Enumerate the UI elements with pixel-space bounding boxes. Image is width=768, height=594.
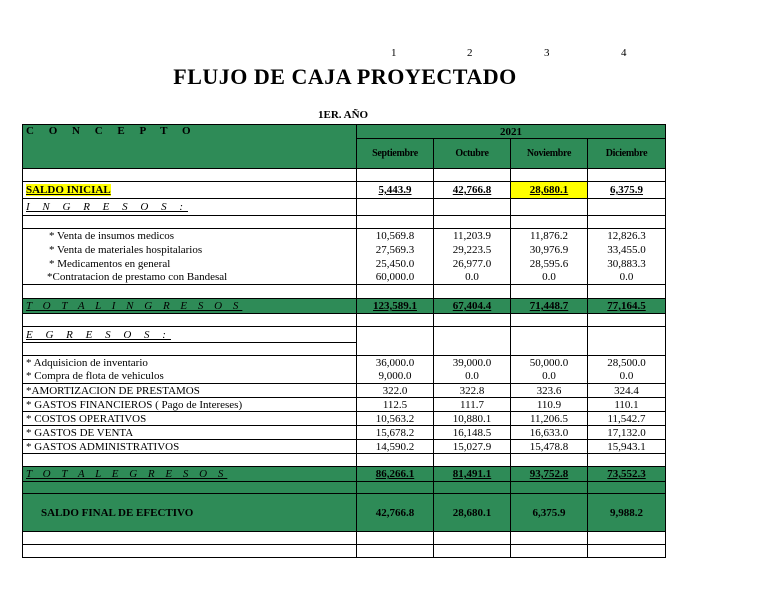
row-label: * Compra de flota de vehiculos bbox=[23, 370, 357, 384]
cell-value: 28,595.6 bbox=[511, 257, 588, 271]
total-ingresos-row bbox=[23, 299, 666, 314]
egresos-label: E G R E S O S : bbox=[23, 327, 357, 343]
year-header: 2021 bbox=[357, 125, 666, 139]
cell-value: 123,589.1 bbox=[357, 299, 434, 314]
table-row bbox=[23, 384, 666, 398]
cell-value: 11,876.2 bbox=[511, 229, 588, 243]
table-row bbox=[23, 356, 666, 370]
cell-value: 16,633.0 bbox=[511, 426, 588, 440]
cell-value: 16,148.5 bbox=[434, 426, 511, 440]
concept-header: C O N C E P T O bbox=[23, 125, 357, 169]
cell-value: 60,000.0 bbox=[357, 271, 434, 285]
cell-value: 14,590.2 bbox=[357, 440, 434, 454]
ingresos-label: I N G R E S O S : bbox=[23, 199, 357, 216]
table-row bbox=[23, 229, 666, 243]
cell-value: 81,491.1 bbox=[434, 467, 511, 482]
cell-value: 110.1 bbox=[588, 398, 666, 412]
blank-row bbox=[23, 454, 666, 467]
cell-value: 10,569.8 bbox=[357, 229, 434, 243]
egresos-heading-row bbox=[23, 327, 666, 343]
saldo-final-label: SALDO FINAL DE EFECTIVO bbox=[23, 494, 357, 532]
green-spacer-row bbox=[23, 482, 666, 494]
month-header: Diciembre bbox=[588, 139, 666, 169]
table-row bbox=[23, 243, 666, 257]
cell-value: 30,883.3 bbox=[588, 257, 666, 271]
table-row bbox=[23, 370, 666, 384]
saldo-inicial-row bbox=[23, 182, 666, 199]
cell-value: 6,375.9 bbox=[610, 184, 643, 196]
cell-value: 15,943.1 bbox=[588, 440, 666, 454]
page-title: FLUJO DE CAJA PROYECTADO bbox=[173, 64, 517, 89]
cell-value: 15,478.8 bbox=[511, 440, 588, 454]
cell-value: 86,266.1 bbox=[357, 467, 434, 482]
saldo-inicial-label: SALDO INICIAL bbox=[26, 184, 111, 196]
column-number-2: 2 bbox=[467, 47, 473, 59]
cell-value: 10,563.2 bbox=[357, 412, 434, 426]
table-row bbox=[23, 257, 666, 271]
cell-value: 36,000.0 bbox=[357, 356, 434, 370]
cell-value: 324.4 bbox=[588, 384, 666, 398]
total-egresos-row bbox=[23, 467, 666, 482]
total-ingresos-label: T O T A L I N G R E S O S bbox=[23, 299, 357, 314]
blank-row bbox=[23, 314, 666, 327]
cell-value: 28,680.1 bbox=[529, 184, 569, 196]
cell-value: 42,766.8 bbox=[452, 184, 492, 196]
column-number-3: 3 bbox=[544, 47, 550, 59]
total-egresos-label: T O T A L E G R E S O S bbox=[23, 467, 357, 482]
month-header: Septiembre bbox=[357, 139, 434, 169]
cell-value: 322.0 bbox=[357, 384, 434, 398]
ingresos-heading-row bbox=[23, 199, 666, 216]
cell-value: 93,752.8 bbox=[511, 467, 588, 482]
cash-flow-table bbox=[22, 124, 666, 558]
saldo-final-row bbox=[23, 494, 666, 532]
cell-value: 28,500.0 bbox=[588, 356, 666, 370]
blank-row bbox=[23, 545, 666, 558]
cell-value: 6,375.9 bbox=[511, 494, 588, 532]
cell-value: 15,027.9 bbox=[434, 440, 511, 454]
cell-value: 11,542.7 bbox=[588, 412, 666, 426]
cell-value: 111.7 bbox=[434, 398, 511, 412]
row-label: * Venta de materiales hospitalarios bbox=[23, 243, 357, 257]
cell-value: 73,552.3 bbox=[588, 467, 666, 482]
table-row bbox=[23, 271, 666, 285]
cell-value: 11,206.5 bbox=[511, 412, 588, 426]
row-label: * GASTOS FINANCIEROS ( Pago de Intereses) bbox=[23, 398, 357, 412]
row-label: *Contratacion de prestamo con Bandesal bbox=[23, 271, 357, 285]
cell-value: 0.0 bbox=[588, 370, 666, 384]
cell-value: 71,448.7 bbox=[511, 299, 588, 314]
cell-value: 112.5 bbox=[357, 398, 434, 412]
cell-value: 5,443.9 bbox=[378, 184, 412, 196]
cell-value: 0.0 bbox=[434, 370, 511, 384]
cell-value: 322.8 bbox=[434, 384, 511, 398]
cell-value: 77,164.5 bbox=[588, 299, 666, 314]
table-row bbox=[23, 398, 666, 412]
cell-value: 0.0 bbox=[511, 271, 588, 285]
row-label: * GASTOS DE VENTA bbox=[23, 426, 357, 440]
month-header: Octubre bbox=[434, 139, 511, 169]
cell-value: 67,404.4 bbox=[434, 299, 511, 314]
row-label: *AMORTIZACION DE PRESTAMOS bbox=[23, 384, 357, 398]
subtitle: 1ER. AÑO bbox=[318, 109, 369, 121]
row-label: * Adquisicion de inventario bbox=[23, 356, 357, 370]
cell-value: 10,880.1 bbox=[434, 412, 511, 426]
cell-value: 28,680.1 bbox=[434, 494, 511, 532]
cell-value: 0.0 bbox=[511, 370, 588, 384]
cell-value: 39,000.0 bbox=[434, 356, 511, 370]
cell-value: 110.9 bbox=[511, 398, 588, 412]
cell-value: 11,203.9 bbox=[434, 229, 511, 243]
blank-row bbox=[23, 216, 666, 229]
month-header: Noviembre bbox=[511, 139, 588, 169]
column-number-1: 1 bbox=[391, 47, 397, 59]
cell-value: 42,766.8 bbox=[357, 494, 434, 532]
cell-value: 15,678.2 bbox=[357, 426, 434, 440]
cell-value: 30,976.9 bbox=[511, 243, 588, 257]
row-label: * Venta de insumos medicos bbox=[23, 229, 357, 243]
row-label: * GASTOS ADMINISTRATIVOS bbox=[23, 440, 357, 454]
table-row bbox=[23, 426, 666, 440]
cell-value: 27,569.3 bbox=[357, 243, 434, 257]
blank-row bbox=[23, 285, 666, 299]
cell-value: 25,450.0 bbox=[357, 257, 434, 271]
cell-value: 33,455.0 bbox=[588, 243, 666, 257]
table-row bbox=[23, 440, 666, 454]
row-label: * Medicamentos en general bbox=[23, 257, 357, 271]
cell-value: 29,223.5 bbox=[434, 243, 511, 257]
row-label: * COSTOS OPERATIVOS bbox=[23, 412, 357, 426]
cell-value: 9,988.2 bbox=[588, 494, 666, 532]
cell-value: 12,826.3 bbox=[588, 229, 666, 243]
cell-value: 26,977.0 bbox=[434, 257, 511, 271]
cell-value: 17,132.0 bbox=[588, 426, 666, 440]
cell-value: 9,000.0 bbox=[357, 370, 434, 384]
blank-row bbox=[23, 169, 666, 182]
column-number-4: 4 bbox=[621, 47, 627, 59]
cell-value: 0.0 bbox=[588, 271, 666, 285]
blank-row bbox=[23, 532, 666, 545]
cell-value: 0.0 bbox=[434, 271, 511, 285]
header-row bbox=[23, 125, 666, 139]
table-row bbox=[23, 412, 666, 426]
cell-value: 323.6 bbox=[511, 384, 588, 398]
cell-value: 50,000.0 bbox=[511, 356, 588, 370]
